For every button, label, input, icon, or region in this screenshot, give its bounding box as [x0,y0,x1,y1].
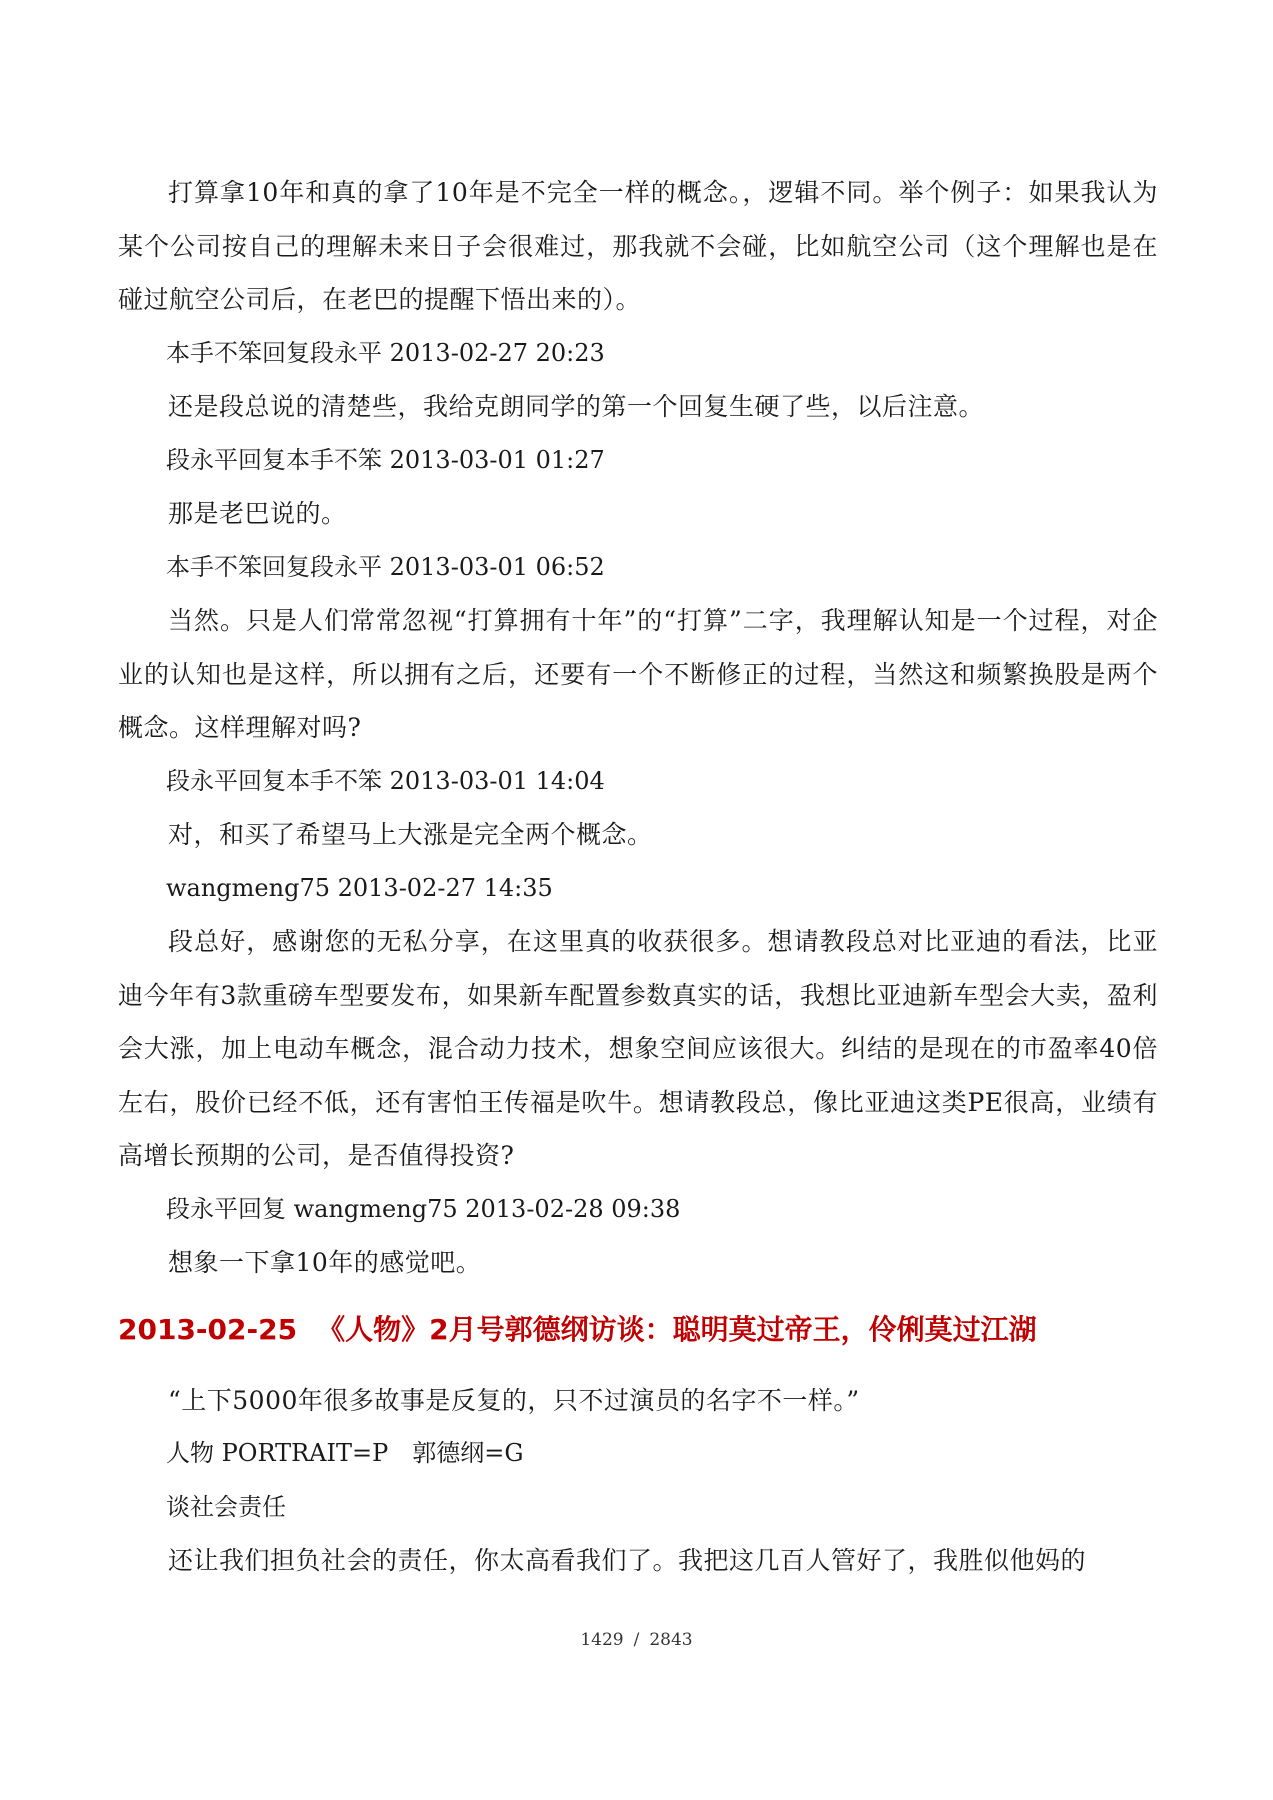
section-date: 2013-02-25 [118,1312,298,1346]
reply-header: 段永平回复本手不笨 2013-03-01 14:04 [166,766,605,795]
paragraph: 对，和买了希望马上大涨是完全两个概念。 [168,820,653,849]
subsection-title: 谈社会责任 [166,1492,286,1521]
paragraph: 还是段总说的清楚些，我给克朗同学的第一个回复生硬了些，以后注意。 [168,392,985,421]
reply-header: 段永平回复本手不笨 2013-03-01 01:27 [166,445,605,474]
quote-paragraph: “上下5000年很多故事是反复的，只不过演员的名字不一样。” [168,1385,860,1415]
reply-header: 段永平回复 wangmeng75 2013-02-28 09:38 [166,1194,681,1223]
section-heading [118,1310,1158,1350]
current-page: 1429 [580,1630,624,1650]
total-pages: 2843 [649,1630,693,1650]
reply-header: 本手不笨回复段永平 2013-02-27 20:23 [166,338,605,367]
paragraph: 还让我们担负社会的责任，你太高看我们了。我把这几百人管好了，我胜似他妈的 [168,1546,1087,1575]
page-content [118,166,1158,1588]
page-separator: / [633,1630,640,1650]
interview-legend: 人物 PORTRAIT=P 郭德纲=G [166,1439,524,1467]
paragraph: 当然。只是人们常常忽视“打算拥有十年”的“打算”二字，我理解认知是一个过程，对企业的认知也是这样，所以拥有之后，还要有一个不断修正的过程，当然这和频繁换股是两个概念。这样理解对吗? [118,606,1158,742]
paragraph: 打算拿10年和真的拿了10年是不完全一样的概念。，逻辑不同。举个例子：如果我认为某个公司按自己的理解未来日子会很难过，那我就不会碰，比如航空公司（这个理解也是在碰过航空公司后，在老巴的提醒下悟出来的）。 [118,178,1158,314]
reply-header: 本手不笨回复段永平 2013-03-01 06:52 [166,552,605,581]
paragraph: 想象一下拿10年的感觉吧。 [168,1248,482,1277]
page-number [0,1630,1273,1650]
paragraph: 那是老巴说的。 [168,499,347,528]
comment-header: wangmeng75 2013-02-27 14:35 [166,873,553,902]
section-title: 《人物》2月号郭德纲访谈：聪明莫过帝王，伶俐莫过江湖 [317,1312,1037,1346]
paragraph: 段总好，感谢您的无私分享，在这里真的收获很多。想请教段总对比亚迪的看法，比亚迪今年有3款重磅车型要发布，如果新车配置参数真实的话，我想比亚迪新车型会大卖，盈利会大涨，加上电动车概念，混合动力技术，想象空间应该很大。纠结的是现在的市盈率40倍左右，股价已经不低，还有害怕王传福是吹牛。想请教段总，像比亚迪这类PE很高，业绩有高增长预期的公司，是否值得投资? [118,927,1158,1170]
